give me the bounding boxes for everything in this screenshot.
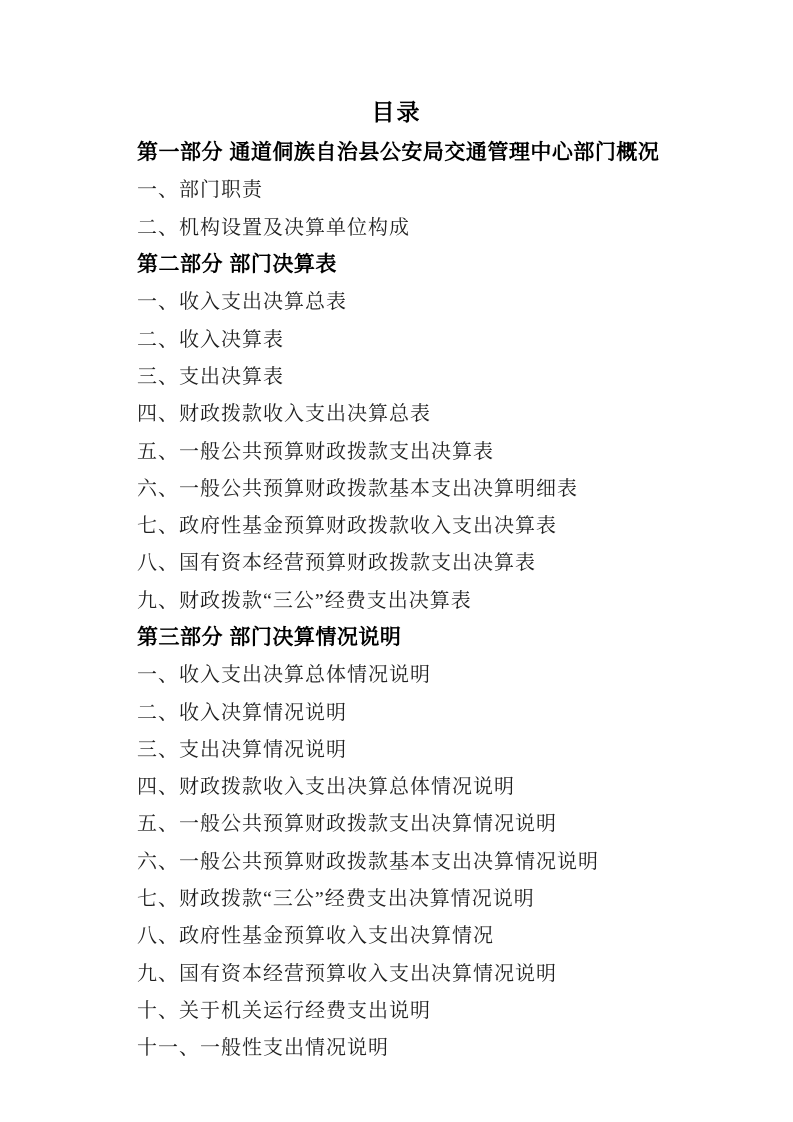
table-of-contents — [0, 132, 793, 1064]
toc-item: 九、国有资本经营预算收入支出决算情况说明 — [137, 962, 557, 985]
toc-item: 六、一般公共预算财政拨款基本支出决算明细表 — [137, 477, 578, 500]
section-heading-part2: 第二部分 部门决算表 — [137, 252, 337, 276]
toc-item: 四、财政拨款收入支出决算总体情况说明 — [137, 776, 515, 799]
toc-item: 八、国有资本经营预算财政拨款支出决算表 — [137, 552, 536, 575]
toc-item: 六、一般公共预算财政拨款基本支出决算情况说明 — [137, 850, 599, 873]
section-heading-part1: 第一部分 通道侗族自治县公安局交通管理中心部门概况 — [137, 140, 660, 164]
toc-item: 二、收入决算表 — [137, 328, 284, 351]
section-heading-part3: 第三部分 部门决算情况说明 — [137, 625, 402, 649]
toc-item: 一、收入支出决算总表 — [137, 291, 347, 314]
toc-item: 二、机构设置及决算单位构成 — [137, 216, 410, 239]
toc-item: 十一、一般性支出情况说明 — [137, 1037, 389, 1060]
toc-item: 五、一般公共预算财政拨款支出决算情况说明 — [137, 813, 557, 836]
toc-item: 八、政府性基金预算收入支出决算情况 — [137, 925, 494, 948]
toc-item: 九、财政拨款“三公”经费支出决算表 — [137, 589, 472, 612]
toc-item: 四、财政拨款收入支出决算总表 — [137, 403, 431, 426]
toc-item: 一、收入支出决算总体情况说明 — [137, 664, 431, 687]
page-title: 目录 — [371, 99, 422, 125]
toc-item: 三、支出决算表 — [137, 365, 284, 388]
toc-item: 五、一般公共预算财政拨款支出决算表 — [137, 440, 494, 463]
toc-item: 二、收入决算情况说明 — [137, 701, 347, 724]
toc-item: 十、关于机关运行经费支出说明 — [137, 999, 431, 1022]
toc-item: 七、财政拨款“三公”经费支出决算情况说明 — [137, 888, 535, 911]
toc-item: 七、政府性基金预算财政拨款收入支出决算表 — [137, 515, 557, 538]
toc-item: 一、部门职责 — [137, 179, 263, 202]
toc-item: 三、支出决算情况说明 — [137, 738, 347, 761]
